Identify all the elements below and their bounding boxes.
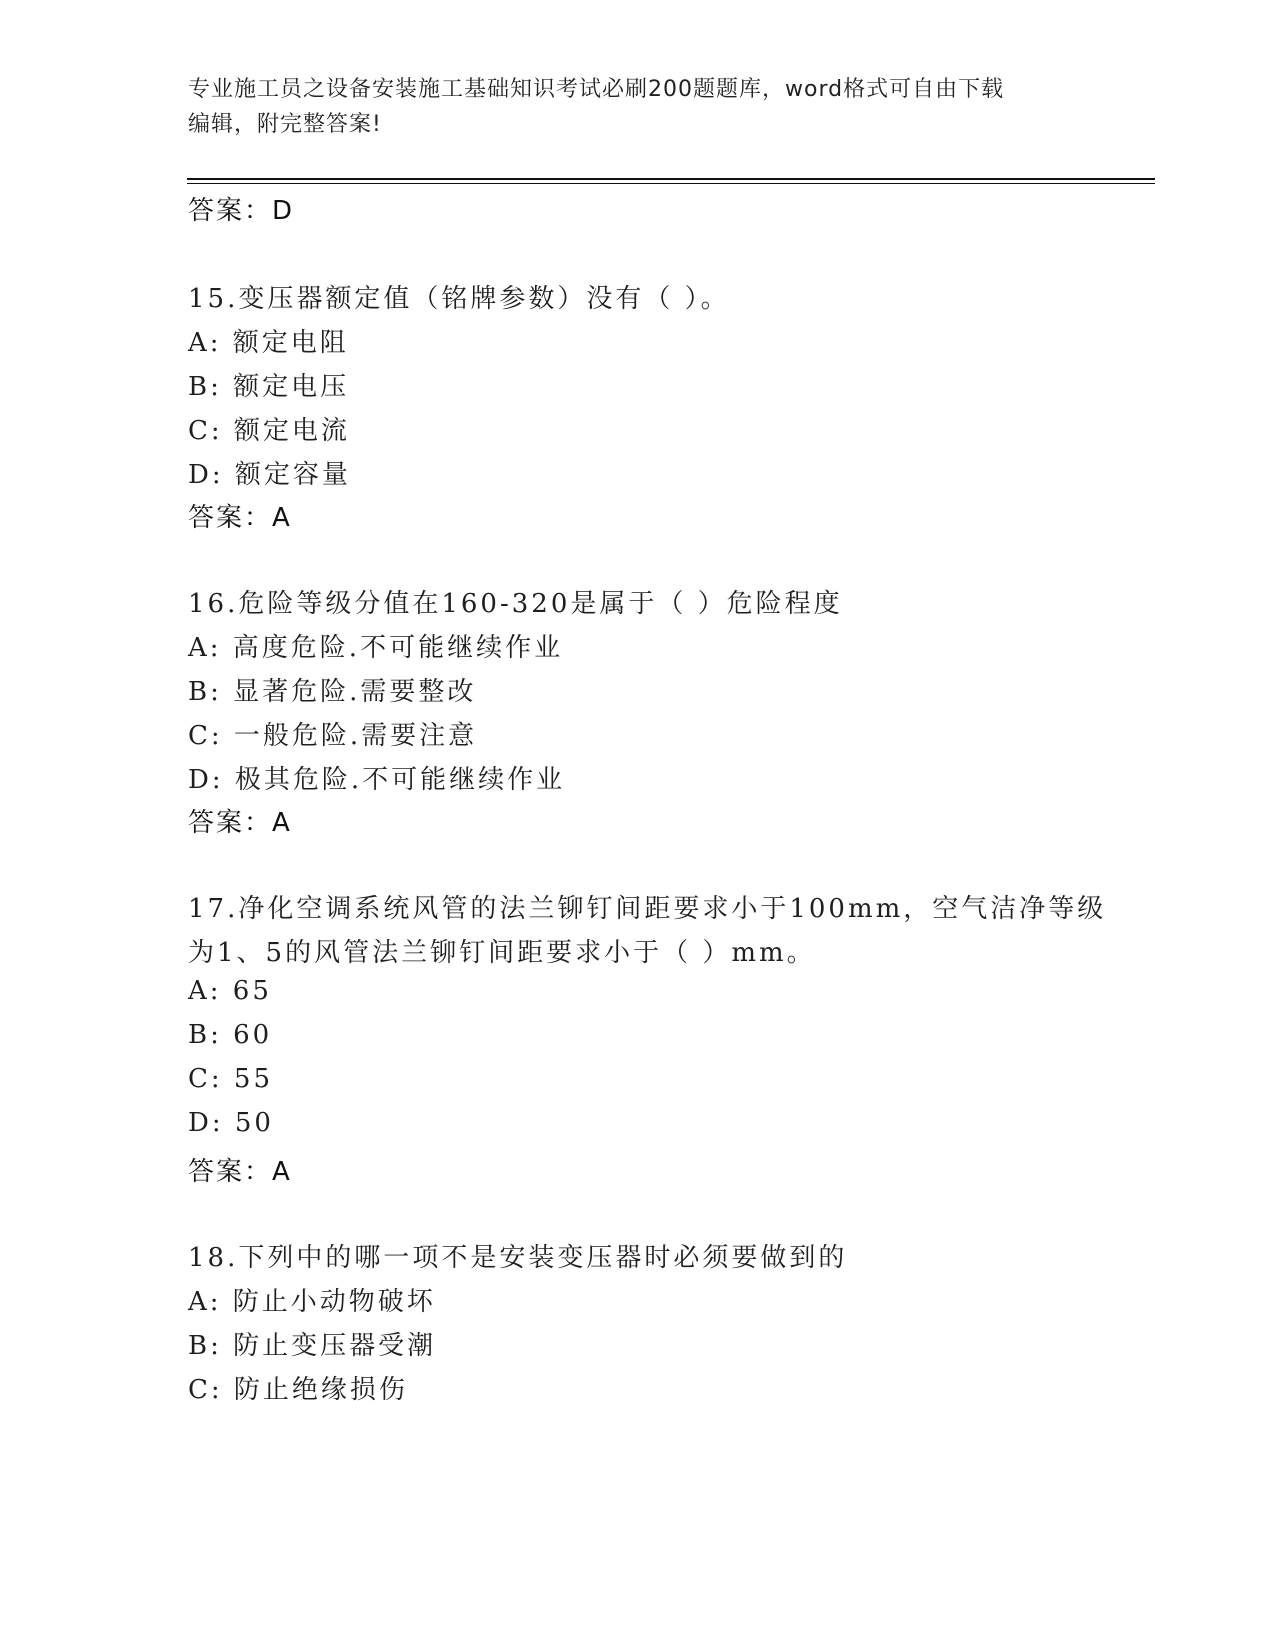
header-divider (187, 178, 1155, 180)
question-17-stem-line-2: 为1、5的风管法兰铆钉间距要求小于（ ）mm。 (188, 938, 816, 968)
header-divider-thin (187, 183, 1155, 184)
question-18-option-c: C: 防止绝缘损伤 (188, 1375, 408, 1405)
question-16-option-b: B: 显著危险.需要整改 (188, 677, 477, 707)
question-16-option-c: C: 一般危险.需要注意 (188, 721, 478, 751)
question-17-answer: 答案：A (188, 1157, 292, 1187)
question-17-stem-line-1: 17.净化空调系统风管的法兰铆钉间距要求小于100mm，空气洁净等级 (188, 894, 1107, 924)
question-17-option-b: B: 60 (188, 1020, 273, 1050)
question-17-option-c: C: 55 (188, 1064, 274, 1094)
question-16-option-d: D: 极其危险.不可能继续作业 (188, 765, 566, 795)
question-17-option-d: D: 50 (188, 1108, 274, 1138)
question-17-option-a: A: 65 (188, 976, 272, 1006)
question-15-option-a: A: 额定电阻 (188, 328, 349, 358)
question-18-stem: 18.下列中的哪一项不是安装变压器时必须要做到的 (188, 1243, 848, 1273)
question-16-answer: 答案：A (188, 808, 292, 838)
question-16-option-a: A: 高度危险.不可能继续作业 (188, 633, 564, 663)
question-15-option-c: C: 额定电流 (188, 416, 350, 446)
question-18-option-b: B: 防止变压器受潮 (188, 1331, 437, 1361)
question-18-option-a: A: 防止小动物破坏 (188, 1287, 436, 1317)
header-line-1: 专业施工员之设备安装施工基础知识考试必刷200题题库，word格式可自由下载 (188, 77, 1005, 102)
question-16-stem: 16.危险等级分值在160-320是属于（ ）危险程度 (188, 589, 843, 619)
question-15-option-b: B: 额定电压 (188, 372, 350, 402)
question-15-option-d: D: 额定容量 (188, 460, 351, 490)
document-header (188, 72, 1088, 142)
header-line-2: 编辑，附完整答案! (188, 112, 382, 137)
previous-answer: 答案：D (188, 196, 295, 226)
question-15-answer: 答案：A (188, 503, 292, 533)
question-15-stem: 15.变压器额定值（铭牌参数）没有（ ）。 (188, 284, 730, 314)
